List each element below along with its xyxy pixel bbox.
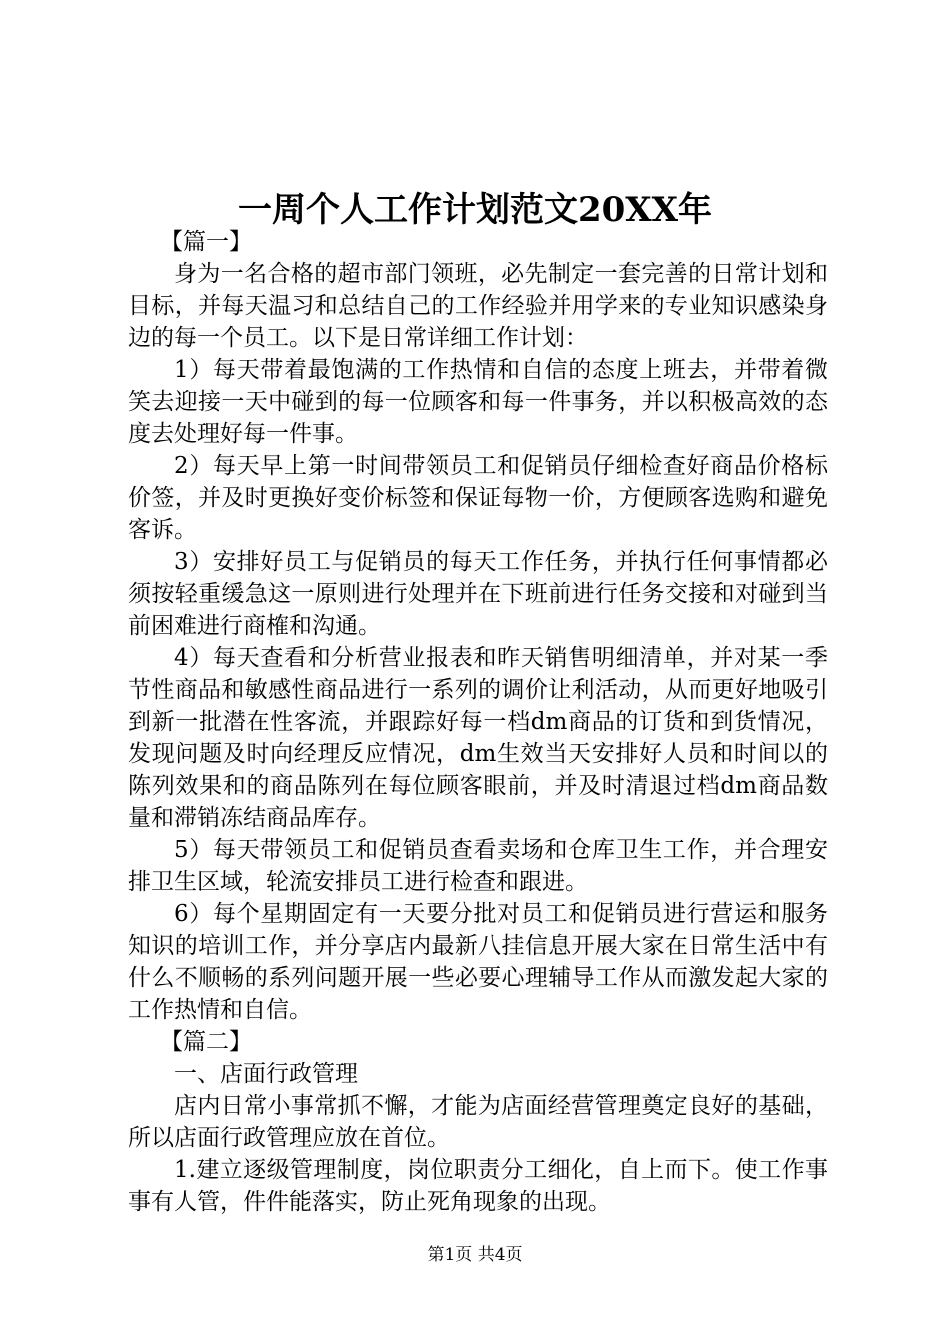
section-heading: 【篇一】 — [160, 229, 252, 255]
paragraph: 6）每个星期固定有一天要分批对员工和促销员进行营运和服务知识的培训工作，并分享店内最新八挂信息开展大家在日常生活中有什么不顺畅的系列问题开展一些必要心理辅导工作从而激发起大家的工作热情和自信。 — [128, 901, 828, 1023]
paragraph: 1.建立逐级管理制度，岗位职责分工细化，自上而下。使工作事事有人管，件件能落实，防止死角现象的出现。 — [128, 1157, 828, 1215]
paragraph: 5）每天带领员工和促销员查看卖场和仓库卫生工作，并合理安排卫生区域，轮流安排员工进行检查和跟进。 — [128, 837, 828, 895]
paragraph: 1）每天带着最饱满的工作热情和自信的态度上班去，并带着微笑去迎接一天中碰到的每一位顾客和每一件事务，并以积极高效的态度去处理好每一件事。 — [128, 357, 828, 447]
page-footer: 第1页 共4页 — [427, 1245, 523, 1265]
paragraph: 3）安排好员工与促销员的每天工作任务，并执行任何事情都必须按轻重缓急这一原则进行处理并在下班前进行任务交接和对碰到当前困难进行商榷和沟通。 — [128, 549, 828, 639]
paragraph: 一、店面行政管理 — [174, 1061, 358, 1087]
section-heading: 【篇二】 — [160, 1029, 252, 1055]
paragraph: 2）每天早上第一时间带领员工和促销员仔细检查好商品价格标价签，并及时更换好变价标签和保证每物一价，方便顾客选购和避免客诉。 — [128, 453, 828, 543]
page-title: 一周个人工作计划范文20XX年 — [237, 190, 713, 230]
paragraph: 身为一名合格的超市部门领班，必先制定一套完善的日常计划和目标，并每天温习和总结自己的工作经验并用学来的专业知识感染身边的每一个员工。以下是日常详细工作计划： — [128, 261, 828, 351]
paragraph: 4）每天查看和分析营业报表和昨天销售明细清单，并对某一季节性商品和敏感性商品进行一系列的调价让利活动，从而更好地吸引到新一批潜在性客流，并跟踪好每一档dm商品的订货和到货情况，发现问题及时向经理反应情况，dm生效当天安排好人员和时间以的陈列效果和的商品陈列在每位顾客眼前，并及时清退过档dm商品数量和滞销冻结商品库存。 — [128, 645, 828, 831]
document-body — [128, 226, 828, 1218]
paragraph: 店内日常小事常抓不懈，才能为店面经营管理奠定良好的基础，所以店面行政管理应放在首位。 — [128, 1093, 828, 1151]
